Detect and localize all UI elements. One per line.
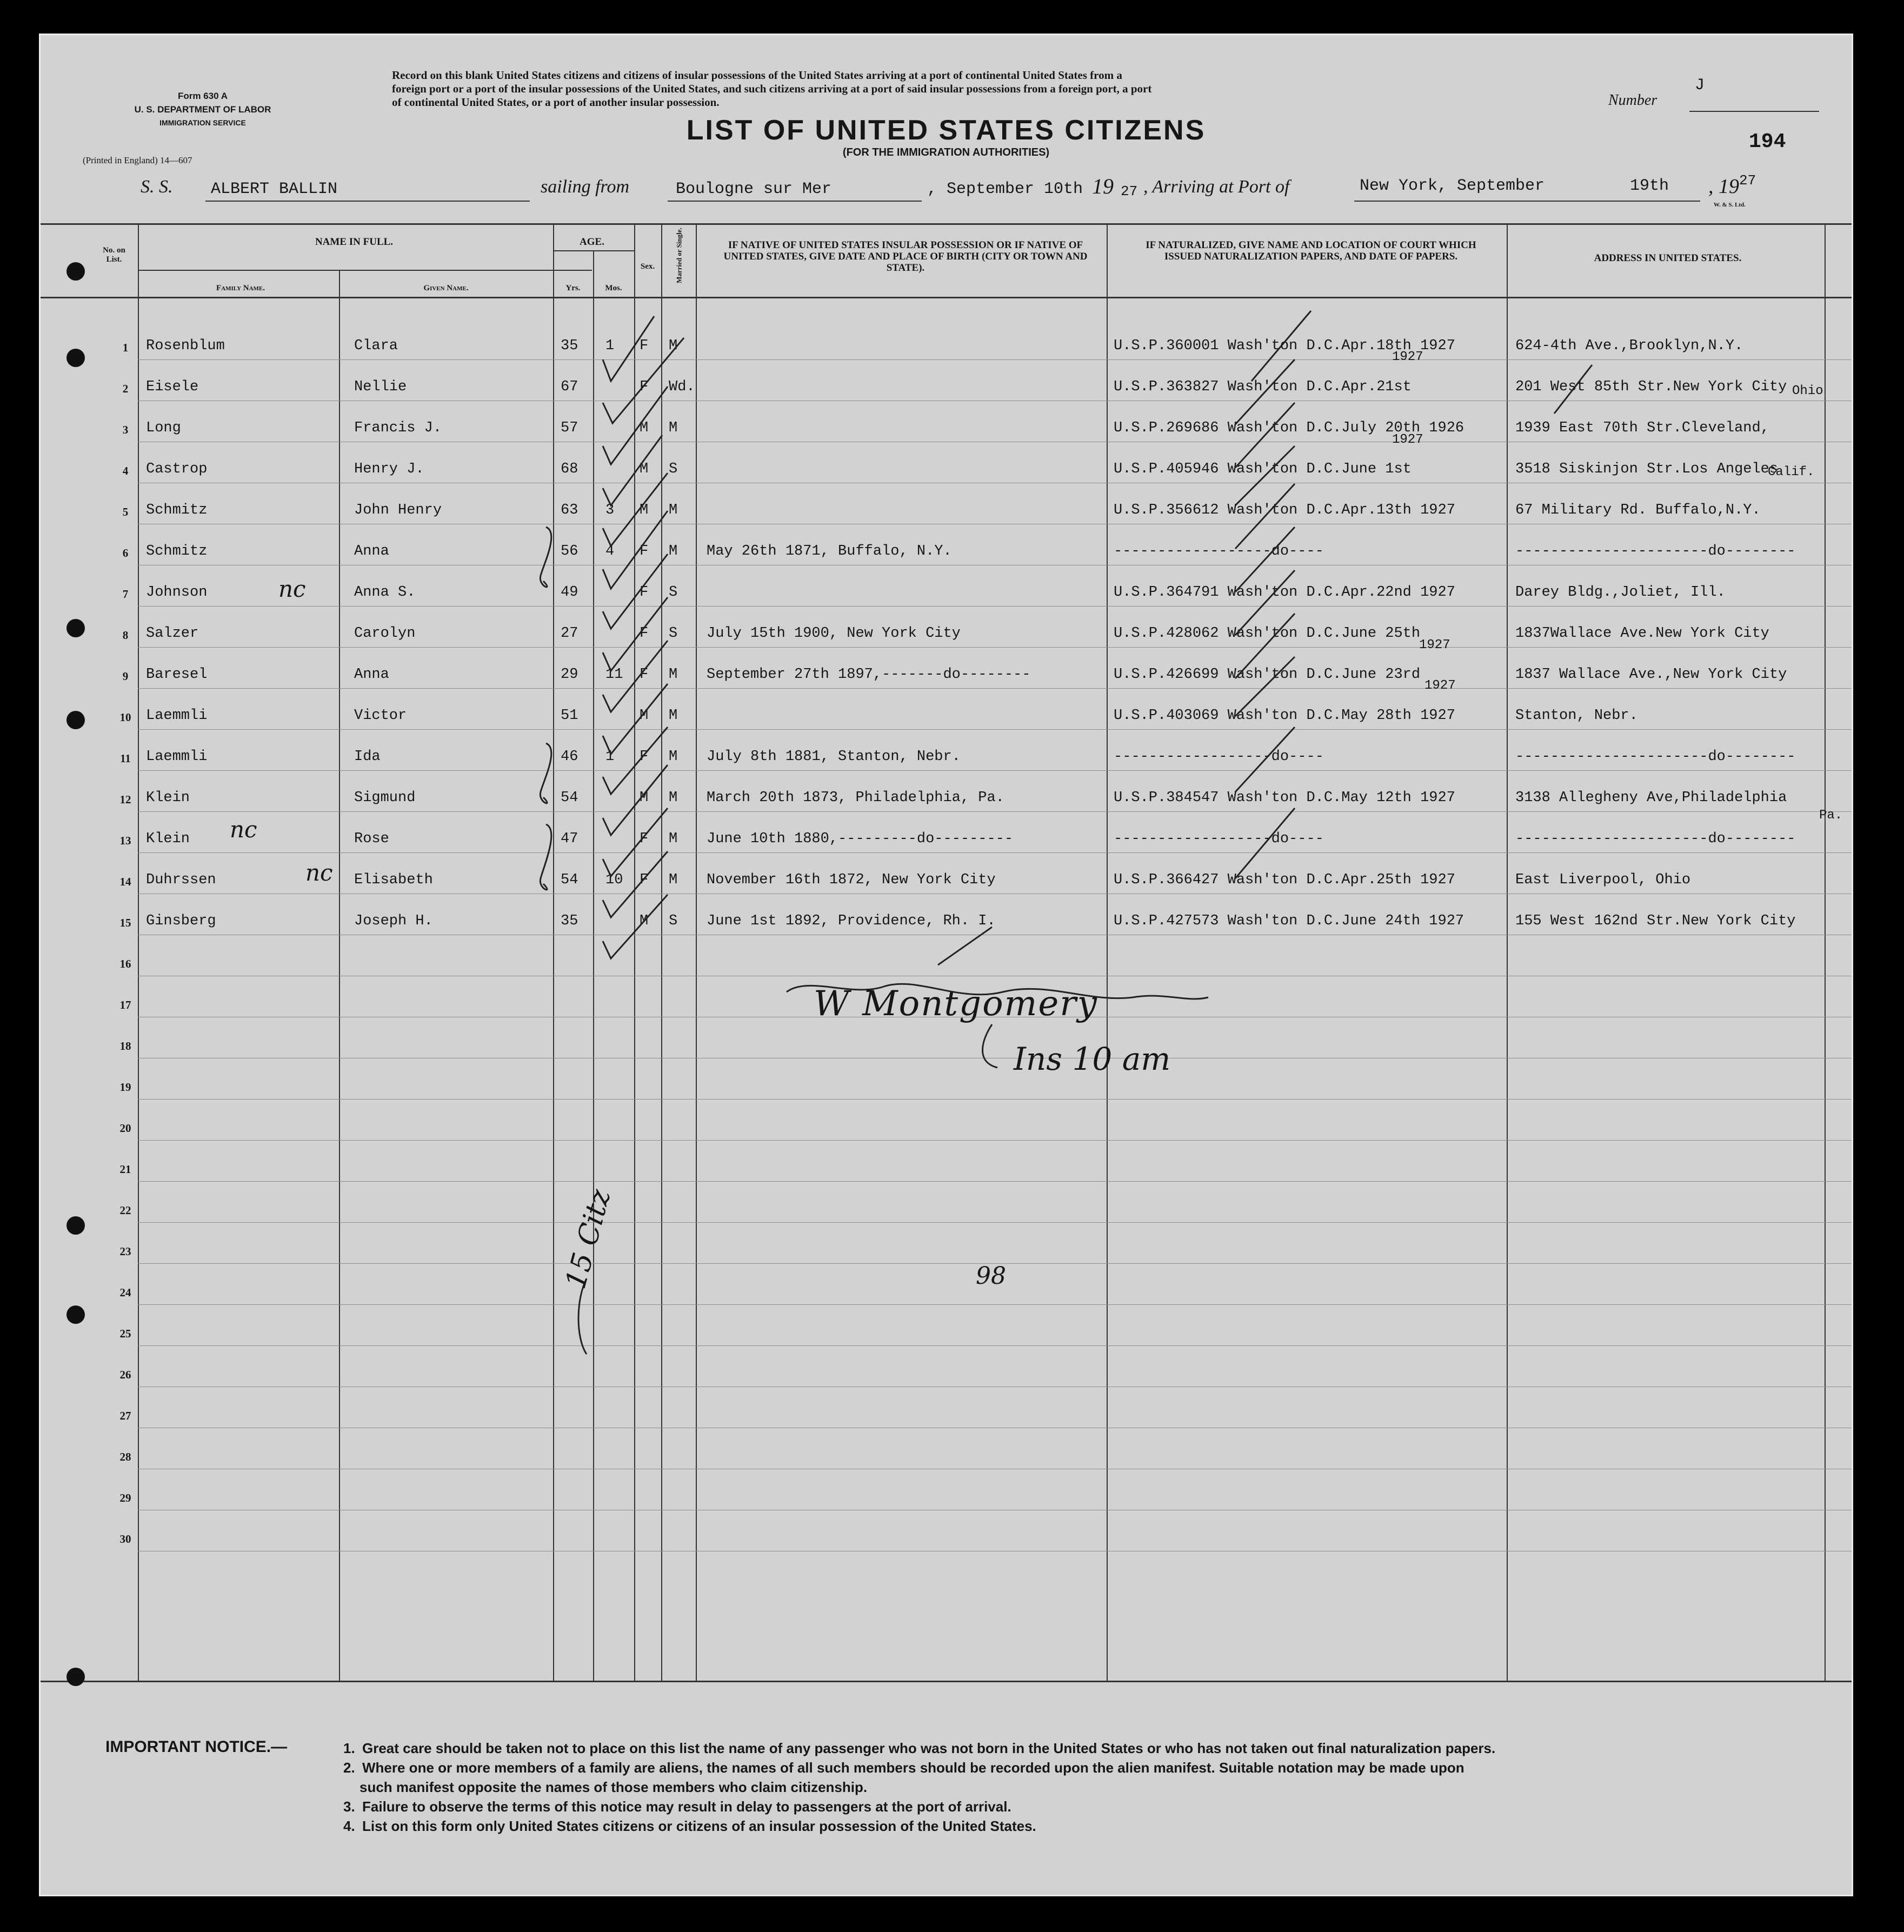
marginal-note: Calif. [1768,465,1815,479]
cell-sex: F [640,831,649,847]
cell-given: Elisabeth [354,872,433,888]
non-citizen-note: nc [305,860,333,886]
row-number: 11 [120,752,131,765]
row-number: 26 [119,1368,131,1381]
service: IMMIGRATION SERVICE [159,118,246,127]
cell-nat: U.S.P.364791 Wash'ton D.C.Apr.22nd 1927 [1114,584,1455,601]
cell-family: Castrop [146,461,208,477]
cell-mos: 11 [605,667,623,683]
header-birth: IF NATIVE OF UNITED STATES INSULAR POSSESSION OR IF NATIVE OF UNITED STATES, GIVE DATE AND PLACE OF BIRTH (CITY OR TOWN AND STATE). [723,239,1088,274]
notice-number: 4. [343,1818,355,1834]
cell-birth: March 20th 1873, Philadelphia, Pa. [707,790,1004,806]
cell-yrs: 56 [561,543,578,559]
check-mark [603,435,662,505]
cell-given: Francis J. [354,420,442,436]
header-family-name: Family Name. [216,284,265,292]
cell-birth: July 8th 1881, Stanton, Nebr. [707,749,961,765]
notice-number: 3. [343,1798,355,1815]
cell-address: East Liverpool, Ohio [1515,872,1691,888]
row-number: 6 [122,547,129,559]
header-age: AGE. [580,236,604,248]
cell-address: Stanton, Nebr. [1515,708,1638,724]
cell-yrs: 47 [561,831,578,847]
check-mark [603,511,668,589]
cell-mos: 10 [605,872,623,888]
sailing-port: Boulogne sur Mer [676,180,832,198]
check-mark [1251,311,1311,381]
sailing-year-prefix: 19 [1092,174,1114,198]
row-number: 17 [119,998,131,1011]
check-mark [603,727,668,794]
header-no: No. on List. [103,246,125,264]
cell-address: 1939 East 70th Str.Cleveland, [1515,420,1769,436]
cell-family: Johnson [146,584,208,601]
cell-sex: F [640,338,649,354]
notice-text: such manifest opposite the names of those members who claim citizenship. [360,1779,868,1795]
cell-given: Joseph H. [354,913,433,929]
cell-sex: M [640,461,649,477]
cell-family: Schmitz [146,543,208,559]
manifest-sheet [39,34,1853,1896]
cell-yrs: 54 [561,872,578,888]
cell-sex: F [640,584,649,601]
cell-sex: F [640,625,649,642]
cell-birth: June 1st 1892, Providence, Rh. I. [707,913,996,929]
row-number: 10 [119,711,131,724]
arrival-year-suffix: 27 [1739,172,1756,189]
row-number: 22 [119,1204,131,1217]
cell-mos: 3 [605,502,615,518]
cell-birth: May 26th 1871, Buffalo, N.Y. [707,543,952,559]
cell-nat: ------------------do---- [1114,831,1324,847]
signature-stroke [983,1024,998,1068]
printer-mark: W. & S. Ltd. [1714,202,1746,208]
notice-text: List on this form only United States citizens or citizens of an insular possession of the United States. [362,1818,1036,1834]
inspector-signature: W Montgomery [814,984,1098,1024]
cell-given: Victor [354,708,407,724]
cell-family: Baresel [146,667,208,683]
page-subtitle: (FOR THE IMMIGRATION AUTHORITIES) [842,146,1050,158]
non-citizen-note: nc [230,816,257,843]
cell-yrs: 68 [561,461,578,477]
header-married: Married or Single. [675,228,683,283]
cell-sex: M [640,708,649,724]
check-mark [1235,527,1295,592]
cell-sex: M [640,790,649,806]
arrival-port: New York, September [1360,177,1545,195]
row-number: 4 [122,464,129,477]
row-number: 21 [119,1163,131,1176]
check-mark [1235,446,1295,505]
row-number: 1 [122,341,129,354]
cell-address: 67 Military Rd. Buffalo,N.Y. [1515,502,1761,518]
cell-birth: June 10th 1880,---------do--------- [707,831,1014,847]
cell-sex: M [640,420,649,436]
cell-family: Rosenblum [146,338,225,354]
cell-given: Sigmund [354,790,416,806]
cell-nat: ------------------do---- [1114,543,1324,559]
check-mark [603,895,668,958]
cell-address: ----------------------do-------- [1515,749,1796,765]
check-mark [603,765,668,835]
notice-label: IMPORTANT NOTICE.— [105,1738,288,1756]
cell-address: 624-4th Ave.,Brooklyn,N.Y. [1515,338,1743,354]
check-mark [603,554,668,629]
cell-birth: July 15th 1900, New York City [707,625,961,642]
cell-address: 155 West 162nd Str.New York City [1515,913,1796,929]
notice-text: Great care should be taken not to place on this list the name of any passenger who was not born in the United States or who has not taken out final naturalization papers. [362,1740,1496,1756]
cell-nat: U.S.P.427573 Wash'ton D.C.June 24th 1927 [1114,913,1464,929]
check-mark [1235,657,1295,716]
row-number: 9 [122,670,129,683]
printed-note: (Printed in England) 14—607 [83,155,192,165]
check-mark [1235,484,1295,549]
check-mark [603,338,684,423]
cell-sex: M [640,502,649,518]
cell-mos: 1 [605,749,615,765]
non-citizen-note: nc [278,576,306,602]
row-number: 28 [119,1450,131,1463]
cell-mos: 4 [605,543,615,559]
marginal-note: 1927 [1424,678,1456,693]
row-number: 13 [119,834,131,847]
cell-yrs: 54 [561,790,578,806]
check-mark [603,597,668,671]
cell-nat: U.S.P.405946 Wash'ton D.C.June 1st [1114,461,1412,477]
record-note-line: of continental United States, or a port of another insular possession. [392,96,720,109]
sailing-year-suffix: 27 [1121,183,1138,199]
row-number: 19 [119,1081,131,1094]
cell-yrs: 63 [561,502,578,518]
notice-text: Where one or more members of a family are aliens, the names of all such members should be recorded upon the alien manifest. Suitable notation may be made upon [362,1760,1464,1776]
row-number: 30 [119,1533,131,1545]
notice-number: 1. [343,1740,355,1756]
cell-family: Long [146,420,181,436]
cell-yrs: 49 [561,584,578,601]
marginal-note: 1927 [1392,350,1423,364]
check-mark [1235,614,1295,678]
cell-address: 3138 Allegheny Ave,Philadelphia [1515,790,1787,806]
notice-text: Failure to observe the terms of this notice may result in delay to passengers at the port of arrival. [362,1798,1011,1815]
header-sex: Sex. [640,262,655,271]
cell-yrs: 35 [561,338,578,354]
header-naturalized: IF NATURALIZED, GIVE NAME AND LOCATION OF COURT WHICH ISSUED NATURALIZATION PAPERS, AND DATE OF PAPERS. [1146,239,1476,262]
row-number: 25 [119,1327,131,1340]
cell-family: Ginsberg [146,913,216,929]
row-number: 5 [122,505,129,518]
sailing-date: , September 10th [927,180,1083,198]
cell-yrs: 27 [561,625,578,642]
header-name-in-full: NAME IN FULL. [315,236,394,248]
cell-yrs: 46 [561,749,578,765]
cell-sex: F [640,749,649,765]
cell-ms: S [669,584,678,601]
cell-family: Laemmli [146,708,208,724]
cell-given: John Henry [354,502,442,518]
cell-ms: M [669,790,678,806]
row-number: 2 [122,382,129,395]
cell-nat: U.S.P.426699 Wash'ton D.C.June 23rd [1114,667,1421,683]
cell-ms: M [669,338,678,354]
cell-nat: U.S.P.269686 Wash'ton D.C.July 20th 1926 [1114,420,1464,436]
cell-given: Anna S. [354,584,416,601]
page-number: 194 [1749,130,1786,154]
row-number: 14 [119,875,131,888]
check-mark [603,641,668,712]
cell-ms: M [669,708,678,724]
cell-nat: U.S.P.363827 Wash'ton D.C.Apr.21st [1114,379,1412,395]
header-yrs: Yrs. [565,284,581,292]
cell-yrs: 57 [561,420,578,436]
check-mark [603,387,668,464]
cell-ms: M [669,872,678,888]
check-mark [603,316,654,381]
record-note-line: Record on this blank United States citizens and citizens of insular possessions of the United States arriving at a port of continental United States from a [392,69,1122,82]
row-number: 3 [122,423,129,436]
cell-yrs: 67 [561,379,578,395]
cell-given: Carolyn [354,625,416,642]
check-mark [1235,570,1295,635]
marginal-note: Pa. [1819,808,1843,823]
check-mark [603,473,668,546]
cell-address: Darey Bldg.,Joliet, Ill. [1515,584,1726,601]
page-title: LIST OF UNITED STATES CITIZENS [686,115,1206,146]
cell-given: Anna [354,543,389,559]
cell-nat: U.S.P.403069 Wash'ton D.C.May 28th 1927 [1114,708,1455,724]
cell-sex: F [640,667,649,683]
notice-number: 2. [343,1760,355,1776]
cell-address: 1837Wallace Ave.New York City [1515,625,1769,642]
cell-family: Laemmli [146,749,208,765]
cell-address: ----------------------do-------- [1515,831,1796,847]
arrival-day: 19th [1630,177,1669,195]
cell-address: 1837 Wallace Ave.,New York City [1515,667,1787,683]
cell-yrs: 51 [561,708,578,724]
cell-ms: M [669,831,678,847]
cell-given: Henry J. [354,461,424,477]
cell-given: Ida [354,749,381,765]
cell-nat: U.S.P.428062 Wash'ton D.C.June 25th [1114,625,1421,642]
strike-mark [938,927,992,965]
cell-sex: F [640,872,649,888]
cell-yrs: 29 [561,667,578,683]
cell-ms: S [669,461,678,477]
row-number: 16 [119,957,131,970]
ship-name: ALBERT BALLIN [211,180,338,198]
cell-sex: F [640,543,649,559]
cell-ms: M [669,667,678,683]
cell-family: Klein [146,790,190,806]
cell-birth: September 27th 1897,-------do-------- [707,667,1031,683]
row-number: 24 [119,1286,131,1299]
cell-given: Rose [354,831,389,847]
cell-birth: November 16th 1872, New York City [707,872,996,888]
check-mark [1554,365,1592,414]
form-number: Form 630 A [178,91,228,101]
header-address: ADDRESS IN UNITED STATES. [1594,252,1742,264]
row-number: 7 [122,588,129,601]
bracket-mark [540,824,551,890]
marginal-note: 1927 [1419,638,1450,652]
check-mark [603,808,668,876]
cell-ms: M [669,749,678,765]
check-mark [1235,808,1295,878]
number-label: Number [1608,92,1657,109]
cell-family: Eisele [146,379,199,395]
sailing-from-label: sailing from [541,177,630,197]
cell-nat: ------------------do---- [1114,749,1324,765]
number-value: J [1695,76,1705,95]
bracket-mark [540,527,551,587]
check-mark [1235,403,1295,468]
row-number: 15 [119,916,131,929]
marginal-note: 1927 [1392,432,1423,447]
marginal-note: Ohio [1792,384,1823,398]
cell-address: 201 West 85th Str.New York City [1515,379,1787,395]
cell-nat: U.S.P.360001 Wash'ton D.C.Apr.18th 1927 [1114,338,1455,354]
arrival-year-prefix: , 19 [1708,175,1739,198]
record-note-line: foreign port or a port of the insular possessions of the United States, and such citizens arriving at a port of said insular possessions from a foreign port, a port [392,82,1152,95]
header-mos: Mos. [605,284,622,292]
cell-family: Salzer [146,625,199,642]
cell-sex: F [640,379,649,395]
cell-address: ----------------------do-------- [1515,543,1796,559]
check-mark [1235,727,1295,792]
row-number: 18 [119,1040,131,1052]
cell-ms: M [669,502,678,518]
cell-mos: 1 [605,338,615,354]
cell-ms: Wd. [669,379,695,395]
bracket-mark [540,743,551,803]
cell-given: Anna [354,667,389,683]
inspector-signature-sub: Ins 10 am [1014,1041,1171,1077]
cell-ms: M [669,543,678,559]
row-number: 12 [119,793,131,806]
cell-given: Nellie [354,379,407,395]
row-number: 8 [122,629,129,642]
cell-family: Duhrssen [146,872,216,888]
department: U. S. DEPARTMENT OF LABOR [134,104,271,115]
cell-family: Klein [146,831,190,847]
row-number: 20 [119,1122,131,1135]
row-number: 23 [119,1245,131,1258]
arriving-label: , Arriving at Port of [1143,177,1290,197]
row-number: 29 [119,1491,131,1504]
cell-ms: S [669,913,678,929]
cell-sex: M [640,913,649,929]
page-mark: 98 [976,1262,1006,1290]
cell-family: Schmitz [146,502,208,518]
citizen-count: 15 Citz [560,1185,617,1293]
handwriting-layer [41,35,1852,1895]
header-given-name: Given Name. [423,284,469,292]
cell-yrs: 35 [561,913,578,929]
check-mark [603,851,668,917]
cell-given: Clara [354,338,398,354]
cell-address: 3518 Siskinjon Str.Los Angeles [1515,461,1779,477]
check-mark [1235,359,1295,424]
cell-nat: U.S.P.356612 Wash'ton D.C.Apr.13th 1927 [1114,502,1455,518]
cell-ms: S [669,625,678,642]
cell-nat: U.S.P.366427 Wash'ton D.C.Apr.25th 1927 [1114,872,1455,888]
cell-nat: U.S.P.384547 Wash'ton D.C.May 12th 1927 [1114,790,1455,806]
row-number: 27 [119,1409,131,1422]
cell-ms: M [669,420,678,436]
ss-label: S. S. [141,177,173,197]
check-mark [603,684,668,754]
